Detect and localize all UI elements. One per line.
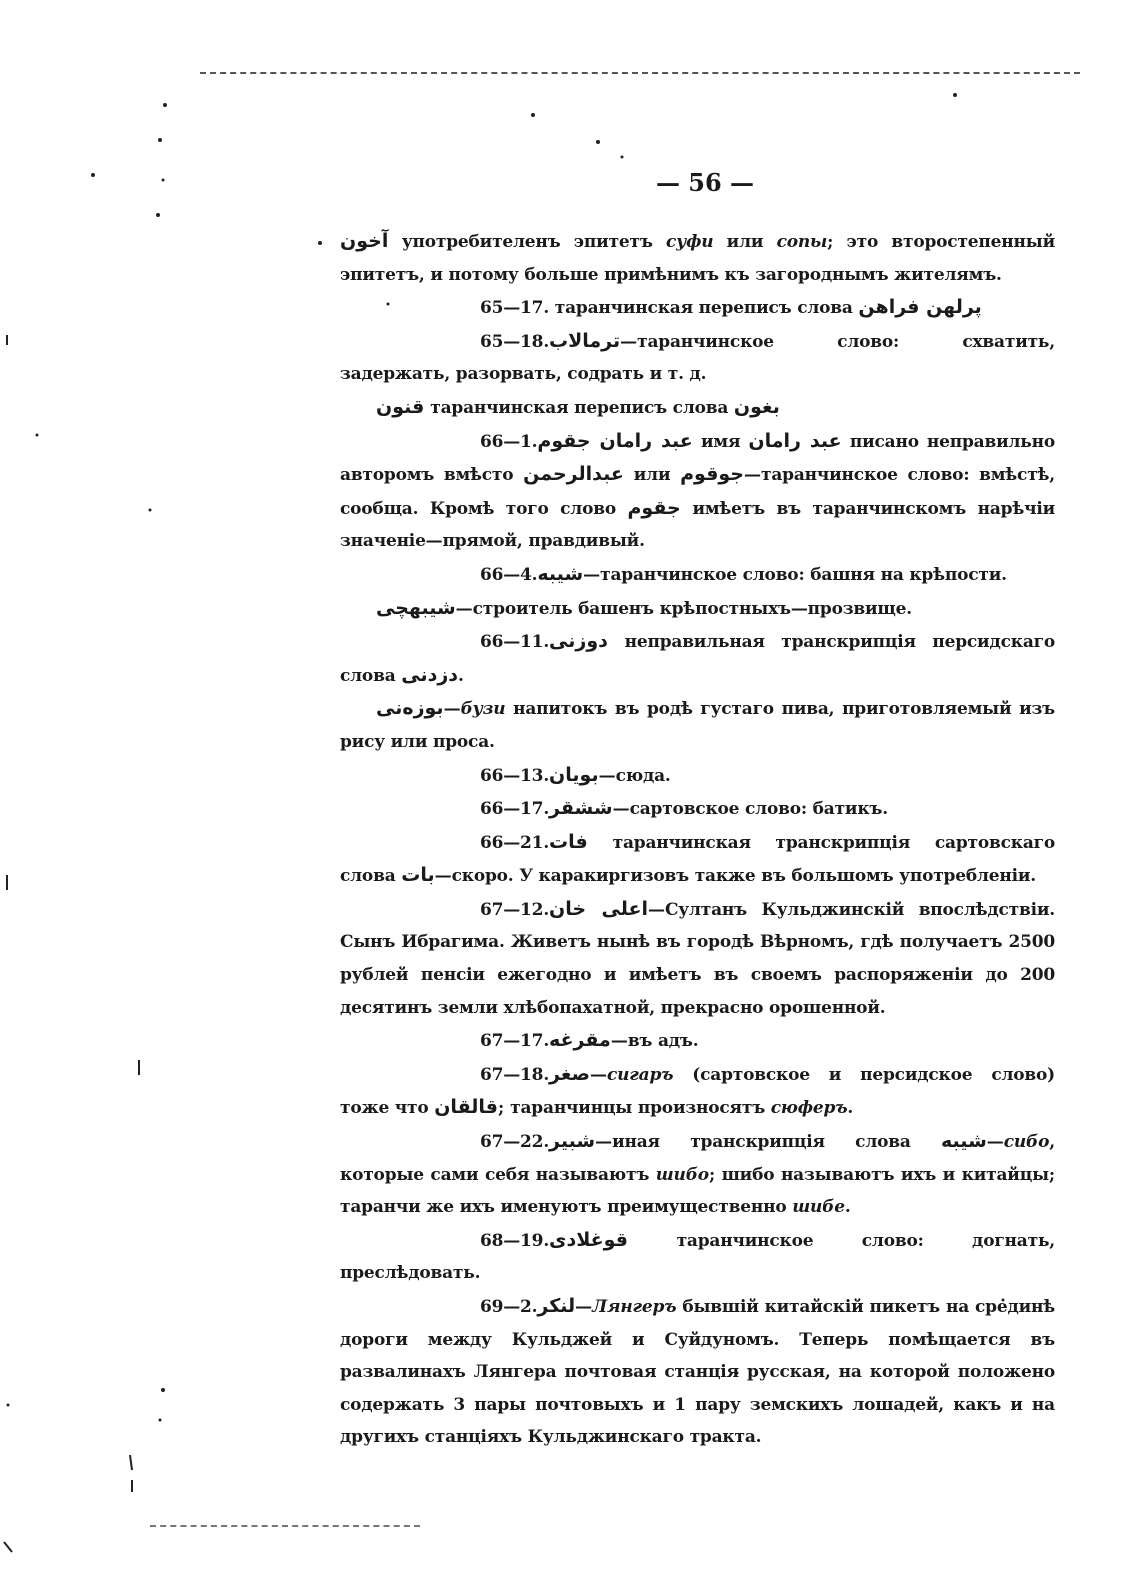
note-entry: 66—17.ششقر—сартовское слово: батикъ.	[340, 792, 1055, 826]
speck	[158, 138, 162, 142]
speck	[130, 1455, 132, 1470]
speck	[4, 1542, 12, 1552]
note-ref: 68—19.	[480, 1230, 550, 1251]
arabic-term: اعلى خان	[549, 897, 648, 920]
arabic-term: ترمالاب	[549, 329, 621, 352]
arabic-term: عبد رامان	[748, 429, 842, 452]
arabic-term: صغر	[549, 1062, 590, 1085]
arabic-term: قالقان	[434, 1096, 498, 1119]
note-entry: 66—4.شيبه—таранчинское слово: башня на крѣпости.	[340, 558, 1055, 592]
speck	[161, 1388, 165, 1392]
arabic-term: لنكر	[537, 1295, 576, 1317]
note-ref: 66—13.	[480, 765, 550, 786]
speck	[156, 213, 160, 217]
arabic-term: عبد رامان جقوم	[537, 429, 693, 452]
note-ref: 66—11.	[480, 632, 550, 653]
arabic-term: بوزەنى	[376, 697, 444, 720]
arabic-term: قوغلادى	[549, 1228, 628, 1251]
note-entry: 66—1.عبد رامان جقوم имя عبد رامان писано неправильно авторомъ вмѣсто عبدالرحمن или جوقوم—таранчинское слово: вмѣстѣ, сообща. Кромѣ того слово جقوم имѣетъ въ таранчинскомъ нарѣчіи значеніе—прямой, правдивый.	[340, 425, 1055, 558]
note-entry: 67—17.مقرغه—въ адъ.	[340, 1024, 1055, 1058]
notes-text	[340, 225, 1055, 1454]
note-entry: 67—12.اعلى خان—Султанъ Кульджинскій впослѣдствіи. Сынъ Ибрагима. Живетъ нынѣ въ городѣ Вѣрномъ, гдѣ получаетъ 2500 рублей пенсіи ежегодно и имѣетъ въ своемъ распоряженіи до 200 десятинъ земли хлѣбопахатной, прекрасно орошенной.	[340, 893, 1055, 1024]
speck	[149, 509, 152, 512]
note-ref: 66—4.	[480, 564, 538, 585]
arabic-term: بويان	[549, 763, 599, 786]
arabic-term: بات	[401, 864, 435, 887]
speck	[159, 1419, 162, 1422]
arabic-term: فات	[549, 830, 588, 853]
arabic-term: قنون	[376, 395, 425, 418]
arabic-term: جوقوم	[680, 463, 744, 486]
note-entry: 65—17. таранчинская переписъ слова پرلهن فراهن	[340, 291, 1055, 325]
speck	[621, 156, 624, 159]
note-entry: 65—18.ترمالاب—таранчинское слово: схватить, задержать, разорвать, содрать и т. д.	[340, 325, 1055, 391]
note-entry: آخون употребителенъ эпитетъ суфи или сопы; это второстепенный эпитетъ, и потому больше примѣнимъ къ загороднымъ жителямъ.	[340, 230, 1055, 285]
note-ref: 65—17.	[480, 298, 550, 319]
note-ref: 65—18.	[480, 331, 550, 352]
note-entry: 66—13.بويان—сюда.	[340, 759, 1055, 793]
speck	[91, 173, 95, 177]
arabic-term: عبدالرحمن	[523, 463, 624, 486]
speck	[7, 1404, 10, 1407]
page-number: — 56 —	[655, 168, 755, 197]
note-ref: 67—18.	[480, 1064, 550, 1085]
note-ref: 66—1.	[480, 431, 538, 452]
arabic-term: مقرغه	[549, 1029, 611, 1052]
speck	[596, 140, 600, 144]
note-entry: بوزەنى—бузи напитокъ въ родѣ густаго пива, приготовляемый изъ рису или проса.	[340, 697, 1055, 752]
arabic-term: شيبهچى	[376, 596, 456, 619]
arabic-term: دزدنى	[401, 663, 459, 686]
arabic-term: پرلهن فراهن	[858, 296, 982, 319]
arabic-term: شبير	[549, 1130, 596, 1153]
speck	[953, 93, 957, 97]
arabic-term: شيبه	[537, 562, 584, 585]
bottom-scan-rule	[150, 1525, 420, 1527]
note-ref: 67—17.	[480, 1031, 550, 1052]
note-entry: 66—21.فات таранчинская транскрипція сартовскаго слова بات—скоро. У каракиргизовъ также въ большомъ употребленіи.	[340, 826, 1055, 893]
note-ref: 69—2.	[480, 1297, 538, 1317]
note-ref: 66—17.	[480, 799, 550, 820]
note-entry: شيبهچى—строитель башенъ крѣпостныхъ—прозвище.	[376, 596, 912, 619]
note-ref: 67—22.	[480, 1132, 550, 1153]
note-entry: قنون таранчинская переписъ слова بغون	[376, 395, 780, 418]
speck	[163, 103, 167, 107]
speck	[531, 113, 535, 117]
arabic-term: ششقر	[549, 797, 613, 820]
note-entry: 68—19.قوغلادى таранчинское слово: догнать, преслѣдовать.	[340, 1224, 1055, 1290]
speck	[36, 434, 39, 437]
arabic-term: دوزنى	[549, 630, 608, 653]
note-entry: 67—22.شبير—иная транскрипція слова شيبه—сибо, которые сами себя называютъ шибо; шибо называютъ ихъ и китайцы; таранчи же ихъ именуютъ преимущественно шибе.	[340, 1125, 1055, 1224]
note-entry: 66—11.دوزنى неправильная транскрипція персидскаго слова دزدنى.	[340, 625, 1055, 692]
note-ref: 66—21.	[480, 832, 550, 853]
note-entry: 67—18.صغر—сигаръ (сартовское и персидское слово) тоже что قالقان; таранчинцы произносятъ сюферъ.	[340, 1058, 1055, 1125]
note-ref: 67—12.	[480, 899, 550, 920]
arabic-term: شيبه	[941, 1130, 987, 1153]
note-entry: 69—2.لنكر—Лянгеръ бывшій китайскій пикетъ на срединѣ дороги между Кульджей и Суйдуномъ. Теперь помѣщается въ развалинахъ Лянгера почтовая станція русская, на которой положено содержать 3 пары почтовыхъ и 1 пару земскихъ лошадей, какъ и на другихъ станціяхъ Кульджинскаго тракта.	[340, 1290, 1055, 1454]
arabic-term: آخون	[340, 230, 389, 252]
arabic-term: بغون	[733, 395, 780, 418]
speck	[162, 179, 165, 182]
speck	[318, 241, 322, 245]
arabic-term: جقوم	[627, 496, 681, 519]
